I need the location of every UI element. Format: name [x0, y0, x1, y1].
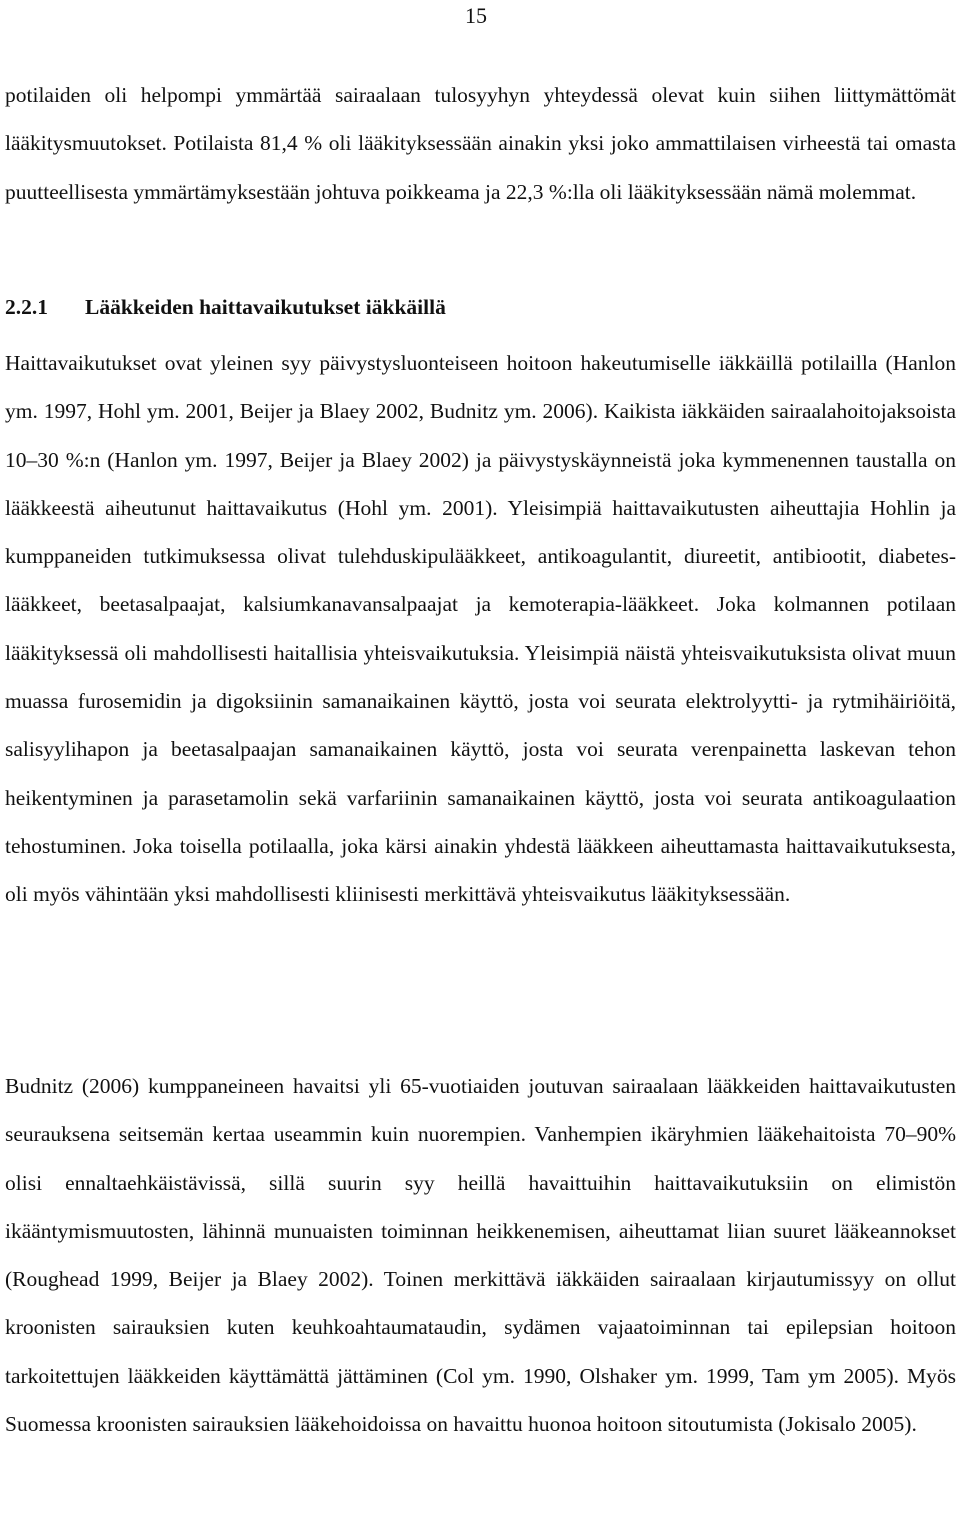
body-paragraph-3: Budnitz (2006) kumppaneineen havaitsi yli 65-vuotiaiden joutuvan sairaalaan lääkkeiden haittavaikutusten seurauksena seitsemän kertaa useammin kuin nuorempien. Vanhempien ikäryhmien lääkehaitoista 70–90% olisi ennaltaehkäistävissä, sillä suurin syy heillä havaittuihin haittavaikutuksiin on elimistön ikääntymismuutosten, lähinnä munuaisten toiminnan heikkenemisen, aiheuttamat liian suuret lääkeannokset (Roughead 1999, Beijer ja Blaey 2002). Toinen merkittävä iäkkäiden sairaalaan kirjautumissyy on ollut kroonisten sairauksien kuten keuhkoahtaumataudin, sydämen vajaatoiminnan tai epilepsian hoitoon tarkoitettujen lääkkeiden käyttämättä jättäminen (Col ym. 1990, Olshaker ym. 1999, Tam ym 2005). Myös Suomessa kroonisten sairauksien lääkehoidoissa on havaittu huonoa hoitoon sitoutumista (Jokisalo 2005).: [5, 1074, 956, 1437]
body-paragraph-2: Haittavaikutukset ovat yleinen syy päivystysluonteiseen hoitoon hakeutumiselle iäkkäillä potilailla (Hanlon ym. 1997, Hohl ym. 2001, Beijer ja Blaey 2002, Budnitz ym. 2006). Kaikista iäkkäiden sairaalahoitojaksoista 10–30 %:n (Hanlon ym. 1997, Beijer ja Blaey 2002) ja päivystyskäynneistä joka kymmenennen taustalla on lääkkeestä aiheutunut haittavaikutus (Hohl ym. 2001). Yleisimpiä haittavaikutusten aiheuttajia Hohlin ja kumppaneiden tutkimuksessa olivat tulehduskipulääkkeet, antikoagulantit, diureetit, antibiootit, diabetes-lääkkeet, beetasalpaajat, kalsiumkanavansalpaajat ja kemoterapia-lääkkeet. Joka kolmannen potilaan lääkityksessä oli mahdollisesti haitallisia yhteisvaikutuksia. Yleisimpiä näistä yhteisvaikutuksista olivat muun muassa furosemidin ja digoksiinin samanaikainen käyttö, josta voi seurata elektrolyytti- ja rytmihäiriöitä, salisyylihapon ja beetasalpaajan samanaikainen käyttö, josta voi seurata verenpainetta laskevan tehon heikentyminen ja parasetamolin sekä varfariinin samanaikainen käyttö, josta voi seurata antikoagulaation tehostuminen. Joka toisella potilaalla, joka kärsi ainakin yhdestä lääkkeen aiheuttamasta haittavaikutuksesta, oli myös vähintään yksi mahdollisesti kliinisesti merkittävä yhteisvaikutus lääkityksessään.: [5, 351, 956, 907]
section-title: Lääkkeiden haittavaikutukset iäkkäillä: [85, 295, 446, 319]
body-paragraph-1: potilaiden oli helpompi ymmärtää sairaalaan tulosyyhyn yhteydessä olevat kuin siihen liittymättömät lääkitysmuutokset. Potilaista 81,4 % oli lääkityksessään ainakin yksi joko ammattilaisen virheestä tai omasta puutteellisesta ymmärtämyksestään johtuva poikkeama ja 22,3 %:lla oli lääkityksessään nämä molemmat.: [5, 83, 956, 204]
section-heading: [5, 283, 446, 331]
section-number: 2.2.1: [5, 295, 48, 319]
page-number: 15: [465, 3, 487, 28]
